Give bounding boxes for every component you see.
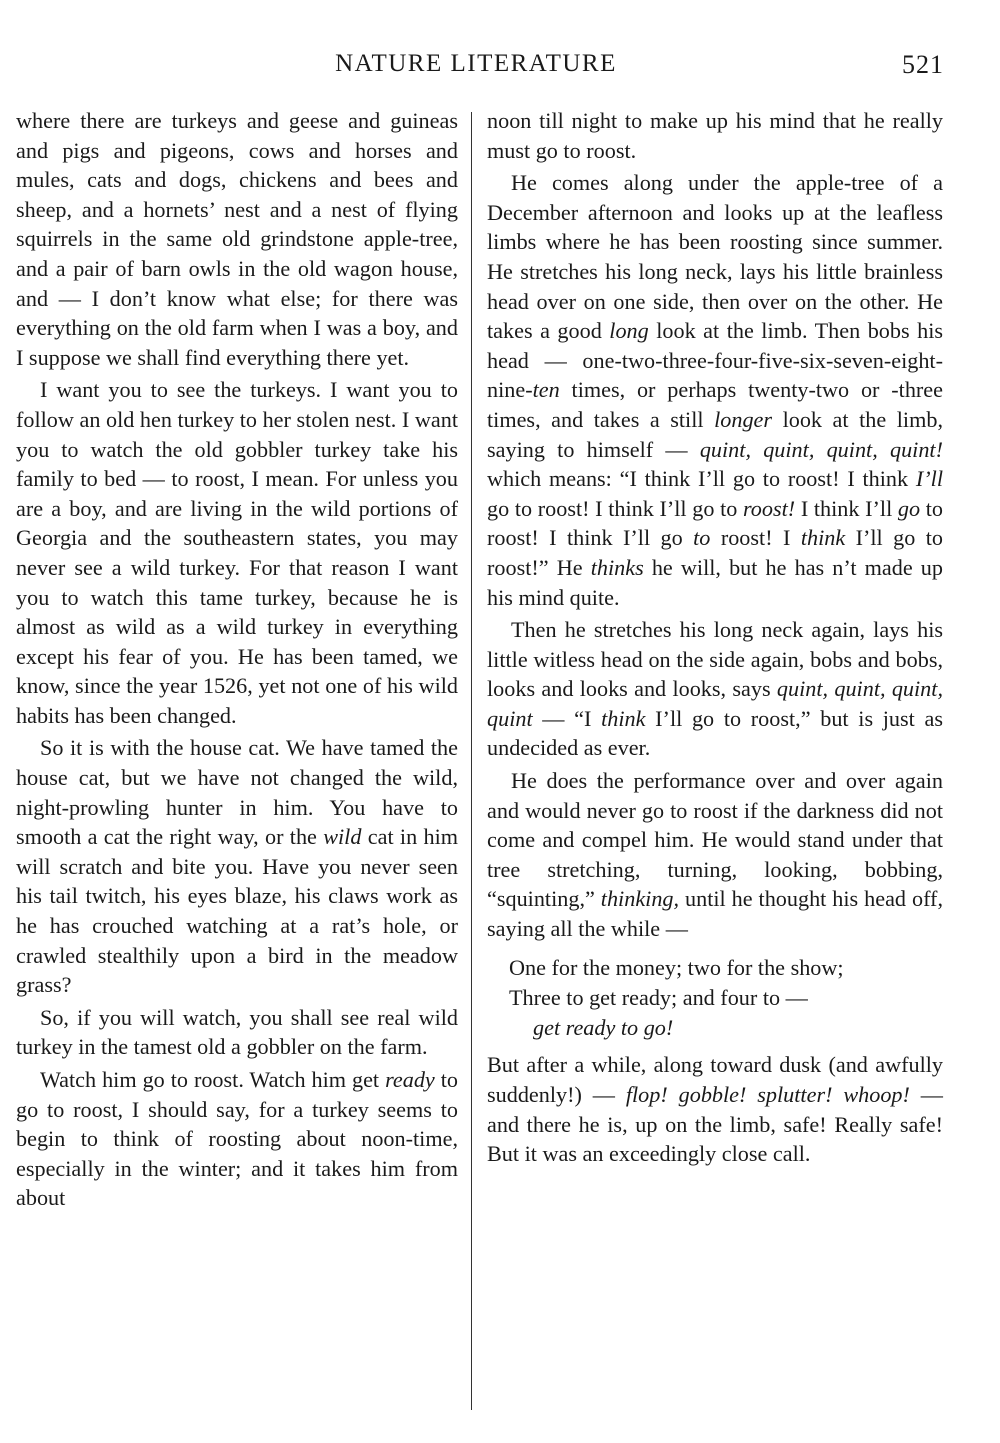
paragraph: where there are turkeys and geese and guineas and pigs and pigeons, cows and horses and mules, cats and dogs, chickens and bees and sheep, and a hornets’ nest and a nest of flying squirrels in the same old grindstone apple-tree, and a pair of barn owls in the old wagon house, and — I don’t know what else; for there was everything on the old farm when I was a boy, and I suppose we shall find everything there yet. [16,108,458,370]
paragraph: Watch him go to roost. Watch him get ready to go to roost, I should say, for a turkey seems to begin to think of roosting about noon-time, especially in the winter; and it takes him from about [16,1067,459,1211]
paragraph: He does the performance over and over again and would never go to roost if the darkness did not come and compel him. He would stand under that tree stretching, turning, looking, bobbing, “squinting,” thinking, until he thought his head off, saying all the while — [487,768,943,942]
emphasis: ready [385,1067,435,1092]
running-title: NATURE LITERATURE [335,50,617,77]
paragraph: Then he stretches his long neck again, lays his little witless head on the side again, bobs and bobs, looks and looks and looks, says quint, quint, quint, quint — “I think I’ll go to roost,” but is just as undecided as ever. [487,617,943,761]
left-column [16,106,458,1213]
paragraph: But after a while, along toward dusk (and awfully suddenly!) — flop! gobble! splutter! whoop! — and there he is, up on the limb, safe! Really safe! But it was an exceedingly close call. [487,1052,943,1167]
verse-line: get ready to go! [533,1014,674,1040]
paragraph: He comes along under the apple-tree of a December afternoon and looks up at the leafless limbs where he has been roosting since summer. He stretches his long neck, lays his little brainless head over on one side, then over on the other. He takes a good long look at the limb. Then bobs his head — one-two-three-four-five-six-seven-eight-nine-ten times, or perhaps twenty-two or -three times, and takes a still longer look at the limb, saying to himself — quint, quint, quint, quint! which means: “I think I’ll go to roost! I think I’ll go to roost! I think I’ll go to roost! I think I’ll go to roost! I think I’ll go to roost! I think I’ll go to roost!” He thinks he will, but he has n’t made up his mind quite. [487,170,943,610]
column-divider [471,112,472,1410]
right-column [487,106,943,1169]
paragraph: I want you to see the turkeys. I want you to follow an old hen turkey to her stolen nest. I want you to watch the old gobbler turkey take his family to bed — to roost, I mean. For unless you are a boy, and are living in the wild portions of Georgia and the southeastern states, you may never see a wild turkey. For that reason I want you to watch this tame turkey, because he is almost as wild as a wild turkey in everything except his fear of you. He has been tamed, we know, since the year 1526, yet not one of his wild habits has been changed. [16,377,458,728]
emphasis: wild [323,824,362,850]
verse-block [509,953,943,1043]
verse-line: One for the money; two for the show; [509,954,844,980]
paragraph: noon till night to make up his mind that he really must go to roost. [487,108,943,163]
page-header [0,46,1000,82]
paragraph: So, if you will watch, you shall see real wild turkey in the tamest old a gobbler on the farm. [16,1004,458,1060]
paragraph: So it is with the house cat. We have tamed the house cat, but we have not changed the wild, night-prowling hunter in him. You have to smooth a cat the right way, or the wild cat in him will scratch and bite you. Have you never seen his tail twitch, his eyes blaze, his claws work as he has crouched watching at a rat’s hole, or crawled stealthily upon a bird in the meadow grass? [16,735,459,998]
page-number: 521 [902,50,944,79]
verse-line: Three to get ready; and four to — [509,985,808,1011]
